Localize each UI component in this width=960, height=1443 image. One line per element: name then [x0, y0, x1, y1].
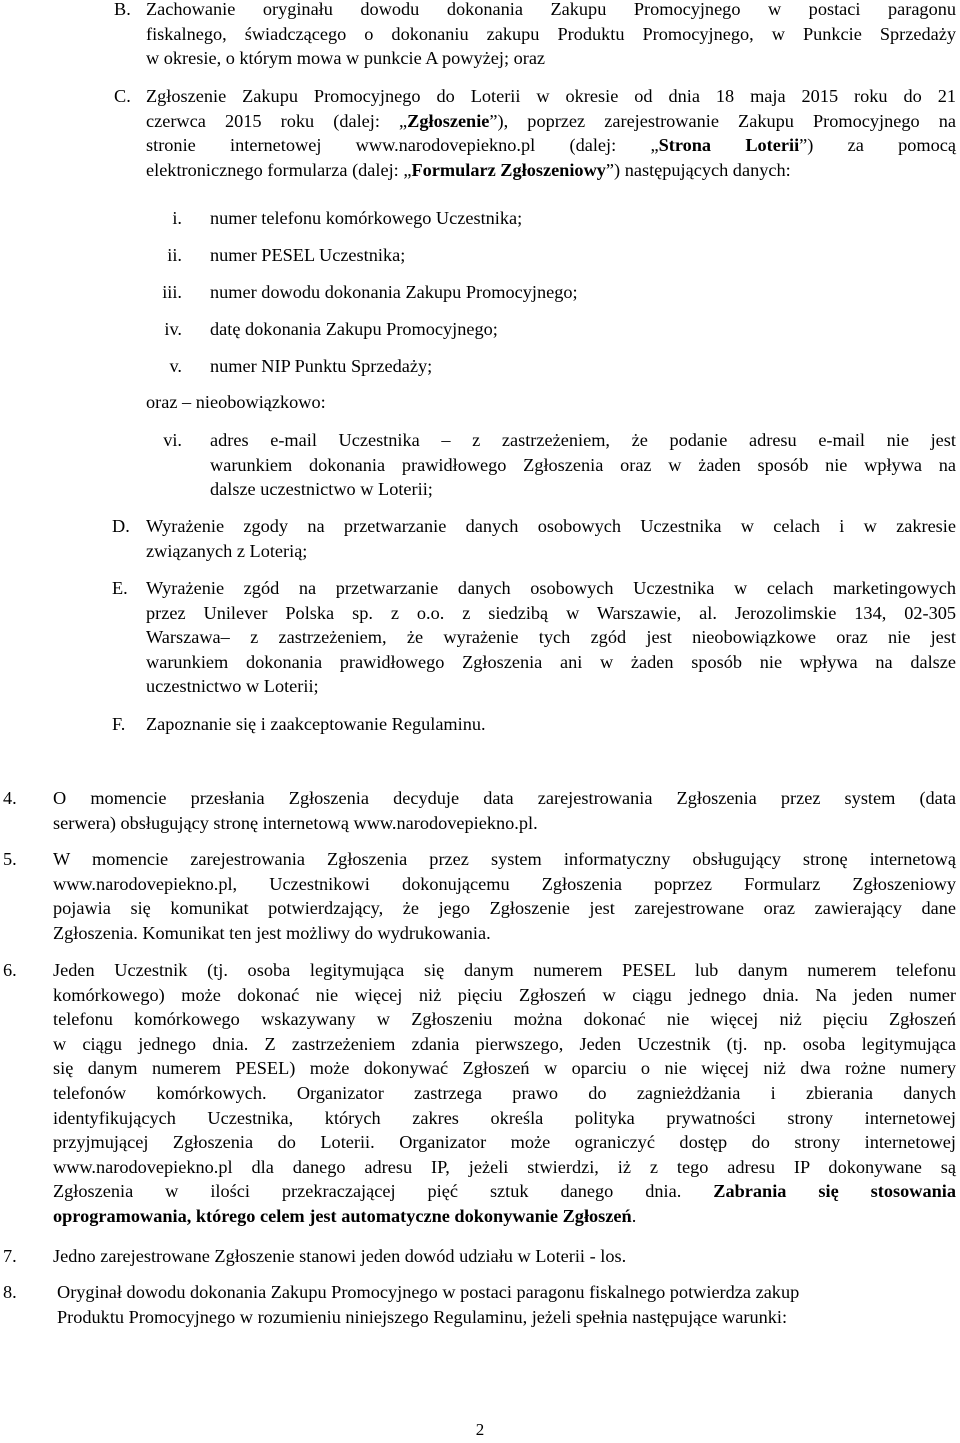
section-e-label: E.: [112, 578, 128, 598]
paragraph-line: komórkowego) może dokonać nie więcej niż pięciu Zgłoszeń w ciągu jednego dnia. Na jeden numer: [53, 984, 956, 1005]
paragraph-8: [0, 1280, 960, 1332]
section-b-line: w okresie, o którym mowa w punkcie A powyżej; oraz: [146, 48, 546, 69]
paragraph-line: Jedno zarejestrowane Zgłoszenie stanowi jeden dowód udziału w Loterii - los.: [53, 1246, 627, 1266]
sub-item: [0, 280, 960, 305]
paragraph-5: [0, 847, 960, 947]
sub-item-text: datę dokonania Zakupu Promocyjnego;: [210, 319, 498, 339]
section-c-line: [146, 158, 956, 183]
paragraph-line: [53, 1179, 956, 1204]
section-b-line: Zachowanie oryginału dowodu dokonania Zakupu Promocyjnego w postaci paragonu: [146, 0, 956, 19]
sub-item-line: adres e-mail Uczestnika – z zastrzeżeniem, że podanie adresu e-mail nie jest: [210, 430, 956, 450]
sub-item-number: vi.: [163, 430, 182, 450]
sub-item: [0, 206, 960, 231]
sub-item-number: iii.: [162, 282, 182, 302]
paragraph-line: W momencie zarejestrowania Zgłoszenia przez system informatyczny obsługujący stronę internetową: [53, 849, 956, 869]
section-e-line: warunkiem dokonania prawidłowego Zgłoszenia ani w żaden sposób nie wpływa na dalsze: [146, 651, 956, 672]
paragraph-line: się danym numerem PESEL) może dokonywać Zgłoszeń w oparciu o nie więcej niż dwa rożne numery: [53, 1058, 956, 1079]
paragraph-line: Jeden Uczestnik (tj. osoba legitymująca się danym numerem PESEL lub danym numerem telefonu: [53, 960, 956, 980]
text-run: Zgłoszenia w ilości przekraczającej pięć sztuk danego dnia.: [53, 1181, 682, 1202]
paragraph-number: 7.: [3, 1246, 17, 1266]
section-c-line: [146, 109, 956, 134]
defined-term-zgloszenie: Zgłoszenie: [407, 110, 490, 131]
section-d-line: związanych z Loterią;: [146, 540, 308, 561]
paragraph-line: przyjmującej Zgłoszenia do Loterii. Organizator może ograniczyć dostęp do strony internetowej: [53, 1132, 956, 1153]
paragraph-line: telefonów komórkowych. Organizator zastrzega prawo do zagnieżdżania i zbierania danych: [53, 1082, 956, 1103]
section-b: [0, 0, 960, 77]
section-c-label: C.: [114, 86, 131, 106]
paragraph-line: Produktu Promocyjnego w rozumieniu niniejszego Regulaminu, jeżeli spełnia następujące warunki:: [57, 1306, 788, 1327]
sub-item-text: numer telefonu komórkowego Uczestnika;: [210, 208, 523, 228]
section-b-label: B.: [114, 0, 131, 19]
paragraph-number: 4.: [3, 788, 17, 808]
section-c-line: [146, 133, 956, 158]
sub-item: [0, 317, 960, 342]
optional-label: oraz – nieobowiązkowo:: [146, 392, 326, 412]
text-run: stronie internetowej www.narodovepiekno.pl (dalej: „: [146, 135, 659, 156]
sub-item-text: numer dowodu dokonania Zakupu Promocyjnego;: [210, 282, 578, 302]
paragraph-6: [0, 958, 960, 1230]
paragraph-line: w ciągu jednego dnia. Z zastrzeżeniem zdania pierwszego, Jeden Uczestnik (tj. np. osoba legitymująca: [53, 1033, 956, 1054]
text-run: czerwca 2015 roku (dalej: „: [146, 110, 408, 131]
paragraph-line: pojawia się komunikat potwierdzający, że jego Zgłoszenie jest zarejestrowane oraz zawierający dane: [53, 898, 956, 919]
text-run: ”) za pomocą: [799, 135, 956, 156]
sub-item-number: i.: [172, 208, 182, 228]
defined-term-formularz: Formularz Zgłoszeniowy: [411, 159, 606, 180]
paragraph-line: serwera) obsługujący stronę internetową www.narodovepiekno.pl.: [53, 812, 538, 833]
paragraph-line: identyfikujących Uczestnika, których zakres określa polityka prywatności strony internetowej: [53, 1107, 956, 1128]
text-run: ”) następujących danych:: [605, 159, 791, 180]
bold-text-run: oprogramowania, którego celem jest automatyczne dokonywanie Zgłoszeń: [53, 1205, 632, 1226]
page-number: 2: [475, 1420, 485, 1439]
bold-text-run: Zabrania się stosowania: [713, 1181, 956, 1202]
sub-item: [0, 354, 960, 379]
text-run: ”), poprzez zarejestrowanie Zakupu Promocyjnego na: [489, 110, 956, 131]
paragraph-line: www.narodovepiekno.pl, Uczestnikowi dokonującemu Zgłoszenia poprzez Formularz Zgłoszeniowy: [53, 873, 956, 894]
section-f: [0, 712, 960, 738]
section-e: [0, 576, 960, 702]
sub-item-vi: [0, 428, 960, 504]
sub-item: [0, 243, 960, 268]
section-d-line: Wyrażenie zgody na przetwarzanie danych osobowych Uczestnika w celach i w zakresie: [146, 516, 956, 536]
section-d: [0, 514, 960, 566]
sub-item-line: warunkiem dokonania prawidłowego Zgłoszenia oraz w żaden sposób nie wpływa na: [210, 454, 956, 475]
paragraph-line: Oryginał dowodu dokonania Zakupu Promocyjnego w postaci paragonu fiskalnego potwierdza zakup: [57, 1282, 800, 1302]
sub-item-text: numer NIP Punktu Sprzedaży;: [210, 356, 433, 376]
section-b-line: fiskalnego, świadczącego o dokonaniu zakupu Produktu Promocyjnego, w Punkcie Sprzedaży: [146, 23, 956, 44]
section-e-line: Wyrażenie zgód na przetwarzanie danych osobowych Uczestnika w celach marketingowych: [146, 578, 956, 598]
section-e-line: przez Unilever Polska sp. z o.o. z siedzibą w Warszawie, al. Jerozolimskie 134, 02-305: [146, 602, 956, 623]
section-c: [0, 84, 960, 184]
paragraph-number: 6.: [3, 960, 17, 980]
defined-term-strona-loterii: Strona Loterii: [658, 135, 800, 156]
text-run: .: [631, 1205, 637, 1226]
paragraph-line: O momencie przesłania Zgłoszenia decyduje data zarejestrowania Zgłoszenia przez system (data: [53, 788, 956, 808]
paragraph-7: [0, 1244, 960, 1270]
section-f-label: F.: [112, 714, 126, 734]
section-d-label: D.: [112, 516, 130, 536]
paragraph-number: 8.: [3, 1282, 17, 1302]
paragraph-line: Zgłoszenia. Komunikat ten jest możliwy do wydrukowania.: [53, 922, 491, 943]
text-run: elektronicznego formularza (dalej: „: [146, 159, 412, 180]
section-c-line: Zgłoszenie Zakupu Promocyjnego do Loterii w okresie od dnia 18 maja 2015 roku do 21: [146, 86, 956, 106]
sub-item-number: v.: [169, 356, 182, 376]
paragraph-line: www.narodovepiekno.pl dla danego adresu IP, jeżeli stwierdzi, iż z tego adresu IP dokonywane są: [53, 1156, 956, 1177]
section-e-line: uczestnictwo w Loterii;: [146, 676, 319, 697]
paragraph-line: telefonu komórkowego wskazywany w Zgłoszeniu można dokonać nie więcej niż pięciu Zgłoszeń: [53, 1009, 956, 1030]
paragraph-4: [0, 786, 960, 838]
sub-item-line: dalsze uczestnictwo w Loterii;: [210, 479, 433, 500]
sub-item-number: iv.: [164, 319, 182, 339]
sub-item-number: ii.: [167, 245, 182, 265]
paragraph-line: [53, 1204, 956, 1229]
paragraph-number: 5.: [3, 849, 17, 869]
section-f-line: Zapoznanie się i zaakceptowanie Regulaminu.: [146, 714, 486, 734]
sub-item-text: numer PESEL Uczestnika;: [210, 245, 406, 265]
section-e-line: Warszawa– z zastrzeżeniem, że wyrażenie tych zgód jest nieobowiązkowe oraz nie jest: [146, 627, 956, 648]
